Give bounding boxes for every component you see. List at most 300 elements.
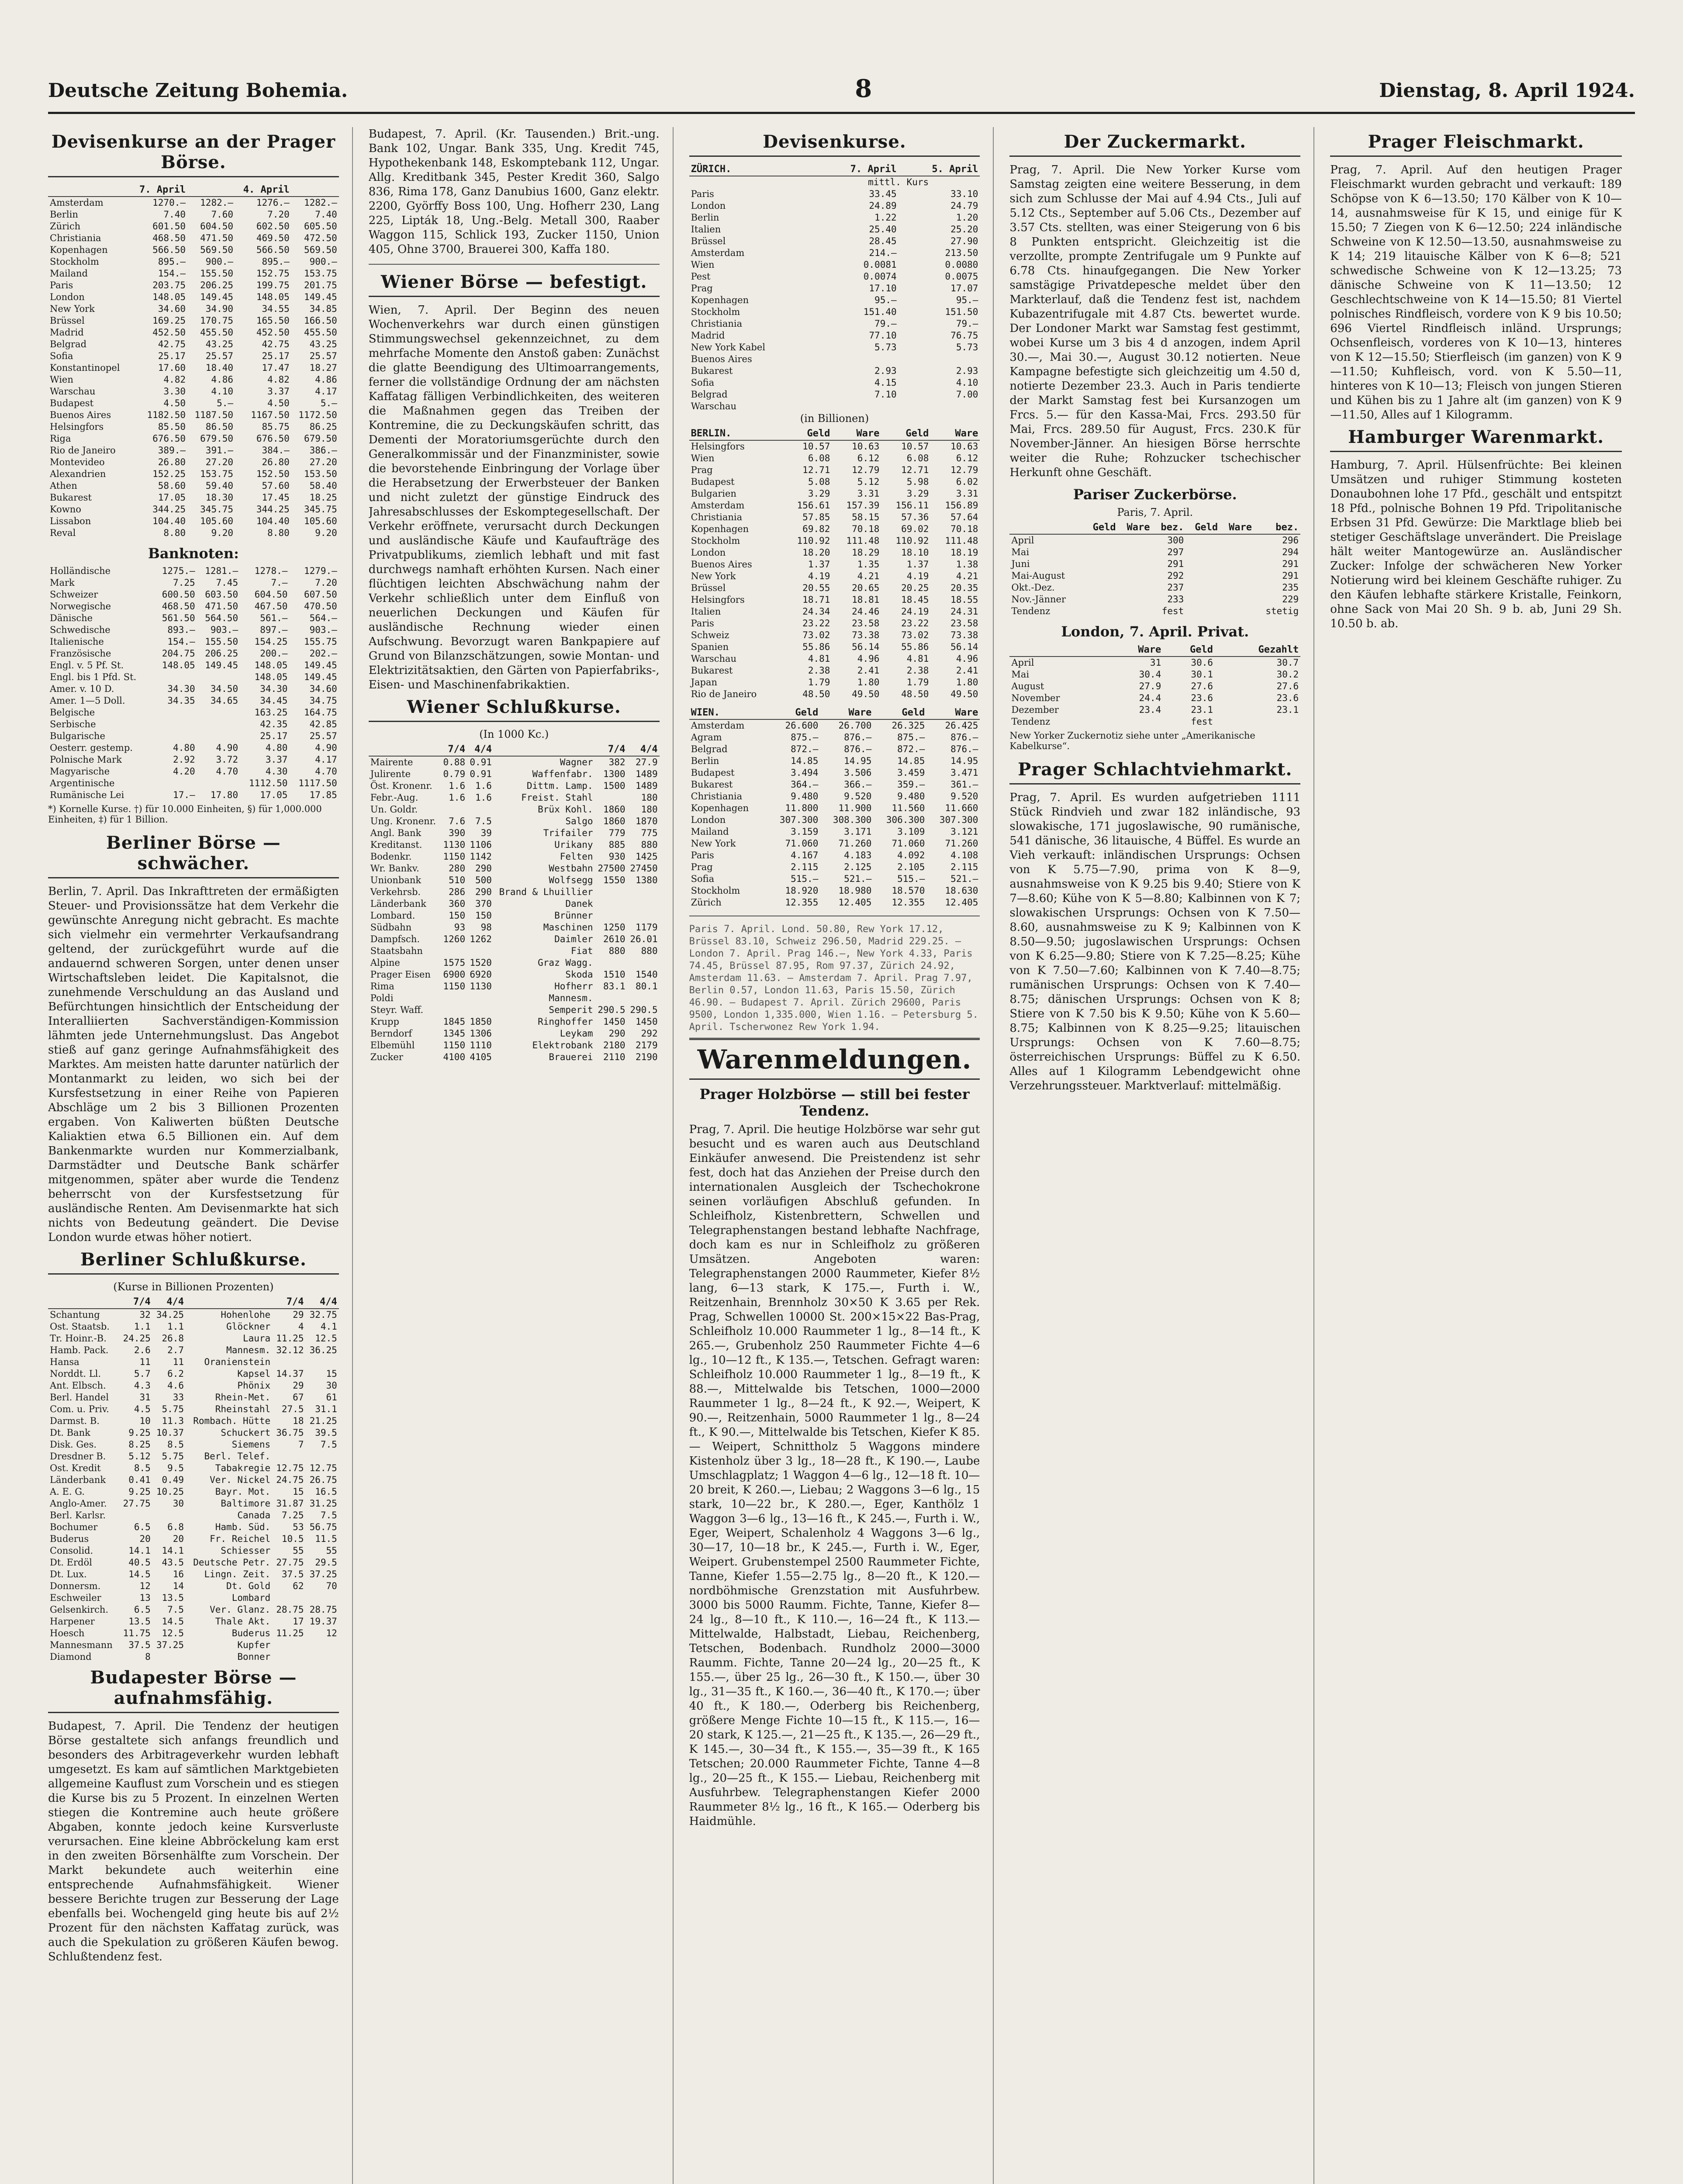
- table-cell: [272, 1651, 305, 1663]
- table-cell: Tendenz: [1011, 606, 1051, 616]
- table-cell: 1279.—: [304, 566, 337, 576]
- table-row: [48, 754, 339, 766]
- table-cell: 880: [608, 946, 626, 956]
- table-cell: 12.405: [945, 897, 978, 908]
- table-cell: Helsingfors: [50, 422, 104, 432]
- column-header: [1009, 521, 1083, 534]
- table-cell: Agram: [691, 732, 722, 743]
- table-cell: Dittm. Lamp.: [526, 781, 593, 791]
- column-header: 4/4: [467, 743, 494, 756]
- table-cell: Mailand: [691, 826, 729, 837]
- table-cell: 4.1: [320, 1321, 337, 1332]
- table-cell: 14.95: [844, 756, 872, 766]
- table-row: [369, 957, 660, 969]
- table-cell: 21.25: [309, 1416, 337, 1426]
- wien-schluss-subtitle: (In 1000 Kc.): [479, 728, 549, 740]
- table-cell: 42.85: [309, 719, 337, 729]
- table-cell: 515.—: [897, 874, 925, 884]
- table-cell: 14.1: [128, 1545, 151, 1556]
- table-cell: 4.81: [906, 653, 929, 664]
- table-cell: 11.25: [276, 1333, 304, 1344]
- column-header: Ware: [930, 427, 980, 440]
- table-cell: 49.50: [950, 689, 978, 699]
- table-row: [369, 922, 660, 933]
- table-cell: 79.—: [874, 318, 897, 329]
- table-cell: 85.75: [262, 422, 290, 432]
- table-cell: [152, 1651, 186, 1663]
- table-row: [369, 804, 660, 816]
- table-row: [369, 1040, 660, 1051]
- table-row: [369, 827, 660, 839]
- table-cell: Berl. Handel: [50, 1392, 109, 1403]
- table-cell: 6.02: [956, 477, 978, 487]
- table-cell: 28.45: [869, 236, 897, 246]
- table-cell: 69.02: [901, 524, 929, 534]
- table-row: [48, 707, 339, 719]
- table-row: [48, 789, 339, 801]
- fleischmarkt-text: Prag, 7. April. Auf den heutigen Prager Fleischmarkt wurden gebracht und verkauft: 189 Schöpse von K 6—13.50; 170 Kälber von K 10—14, ausnahmsweise für K 15, und einige für K 15.50; 7 Ziegen von K 6—12.50; 224 inländische Schweine von K 12.50—13.50, ausnahmsweise zu K 14; 219 litauische Kälber von K 6—8; 521 schwedische Schweine von K 12—13.25; 73 dänische Schweine von K 11—13.50; 12 Geschlechtschweine von K 14—15.50; 81 Viertel polnisches Rindfleisch, vordere von K 9 bis 10.50; 696 Viertel Rindfleisch inländ. Ursprungs; Ochsenfleisch, vorderes von K 10—13, hinteres von K 12—15.50; Stierfleisch (im ganzen) von K 9—11.50; Kuhfleisch, vord. von K 5.50—11, hinteres von K 10—13; Fleisch von jungen Stieren und Kühen bis zu 1 Jahre alt (im ganzen) von K 9—11.50, Alles auf 1 Kilogramm.: [1330, 163, 1622, 422]
- schlachtvieh-title: Prager Schlachtviehmarkt.: [1009, 759, 1300, 784]
- table-row: [689, 838, 980, 850]
- table-cell: 203.75: [152, 280, 186, 290]
- table-cell: 0.88: [443, 757, 466, 767]
- table-cell: Budapest: [691, 477, 735, 487]
- table-cell: 24.25: [123, 1333, 151, 1344]
- table-cell: Warschau: [691, 653, 737, 664]
- table-cell: 5.73: [956, 342, 978, 352]
- table-cell: [1084, 605, 1118, 617]
- table-cell: Schweiz: [691, 630, 729, 640]
- table-cell: 307.300: [939, 815, 978, 825]
- table-cell: Kowno: [50, 504, 81, 515]
- table-cell: 80.1: [636, 981, 658, 992]
- table-cell: 34.50: [210, 684, 238, 694]
- table-cell: 148.05: [254, 660, 288, 670]
- table-cell: Lissabon: [50, 516, 91, 526]
- table-row: [48, 504, 339, 515]
- column-header: Ware: [1111, 643, 1163, 657]
- table-cell: 85.50: [158, 422, 186, 432]
- table-cell: 292: [1167, 570, 1184, 581]
- table-cell: 204.75: [162, 648, 195, 659]
- table-cell: 104.40: [152, 516, 186, 526]
- table-cell: [1118, 558, 1152, 570]
- table-cell: 214.—: [869, 248, 897, 258]
- table-row: [689, 306, 980, 318]
- table-cell: Berl. Karlsr.: [50, 1510, 106, 1521]
- table-cell: Brüssel: [50, 315, 85, 326]
- column-header: Geld: [1185, 521, 1220, 534]
- table-cell: 1182.50: [147, 410, 186, 420]
- table-row: [48, 1380, 339, 1392]
- table-cell: 20.35: [950, 583, 978, 593]
- table-cell: Semperit: [549, 1005, 593, 1015]
- table-cell: Laura: [242, 1333, 271, 1344]
- table-cell: 3.494: [791, 767, 819, 778]
- table-cell: Engl. bis 1 Pfd. St.: [50, 672, 137, 682]
- table-row: [689, 247, 980, 259]
- table-cell: 34.90: [205, 304, 234, 314]
- table-cell: 30: [326, 1380, 337, 1391]
- table-cell: 58.15: [852, 512, 880, 522]
- table-row: [689, 653, 980, 665]
- table-cell: 1300: [603, 769, 626, 779]
- table-cell: 876.—: [844, 744, 872, 754]
- table-cell: 20: [139, 1534, 151, 1544]
- table-cell: 10.25: [156, 1486, 184, 1497]
- table-cell: 4.81: [808, 653, 830, 664]
- table-cell: 14.5: [162, 1616, 184, 1627]
- table-cell: [1185, 594, 1220, 605]
- table-row: [48, 636, 339, 648]
- table-cell: 70.18: [852, 524, 880, 534]
- table-cell: 18.81: [852, 594, 880, 605]
- table-cell: 17.10: [869, 283, 897, 294]
- table-cell: 31.87: [276, 1498, 304, 1509]
- table-cell: 233: [1167, 594, 1184, 605]
- table-cell: 156.11: [895, 500, 929, 511]
- table-row: [48, 1569, 339, 1580]
- table-cell: 4.10: [211, 386, 234, 397]
- table-cell: 7.5: [320, 1439, 337, 1450]
- table-row: [689, 224, 980, 235]
- table-cell: Italien: [691, 224, 721, 235]
- table-cell: 3.459: [897, 767, 925, 778]
- column-5: [1330, 127, 1635, 2184]
- table-row: [369, 851, 660, 863]
- table-cell: 1117.50: [298, 778, 337, 788]
- table-row: [689, 212, 980, 224]
- column-header: 7/4: [272, 1296, 305, 1309]
- table-cell: 55: [326, 1545, 337, 1556]
- table-cell: 235: [1282, 582, 1299, 593]
- table-cell: Norddt. Ll.: [50, 1368, 101, 1379]
- table-cell: 2190: [636, 1052, 658, 1062]
- table-cell: 149.45: [205, 660, 238, 670]
- paris-zucker-title: Pariser Zuckerbörse.: [1073, 486, 1237, 503]
- table-cell: 1270.—: [152, 197, 186, 208]
- table-cell: 9.5: [167, 1463, 184, 1473]
- table-cell: 30.7: [1276, 657, 1299, 668]
- table-cell: 10.37: [156, 1427, 184, 1438]
- table-cell: 26.700: [838, 720, 872, 731]
- table-cell: 5.7: [134, 1368, 151, 1379]
- table-cell: 33: [173, 1392, 184, 1403]
- table-cell: 20.55: [802, 583, 830, 593]
- table-row: [369, 981, 660, 992]
- table-row: [48, 480, 339, 492]
- table-cell: 452.50: [256, 327, 290, 338]
- table-cell: 154.—: [167, 636, 195, 647]
- table-row: [48, 492, 339, 504]
- table-row: [689, 861, 980, 873]
- table-cell: 14.1: [162, 1545, 184, 1556]
- table-row: [1009, 704, 1300, 716]
- table-cell: 900.—: [205, 256, 234, 267]
- table-cell: Hofherr: [554, 981, 593, 992]
- table-row: [689, 606, 980, 618]
- table-cell: Bulgarien: [691, 488, 736, 499]
- column-header: [494, 743, 595, 756]
- table-cell: 2179: [636, 1040, 658, 1051]
- table-cell: 895.—: [158, 256, 186, 267]
- table-row: [369, 1016, 660, 1028]
- column-header: 5. April: [899, 163, 980, 176]
- table-cell: 32: [139, 1310, 151, 1320]
- table-cell: 676.50: [256, 433, 290, 444]
- table-cell: [467, 1004, 494, 1016]
- table-cell: 292: [641, 1028, 658, 1039]
- table-cell: [627, 886, 660, 898]
- table-cell: 0.0074: [863, 271, 897, 282]
- table-cell: [627, 957, 660, 969]
- table-cell: 34.35: [167, 695, 195, 706]
- column-header: 7. April: [817, 163, 899, 176]
- table-row: [1009, 692, 1300, 704]
- table-cell: Mannesmann: [50, 1640, 113, 1650]
- table-cell: 148.05: [256, 292, 290, 302]
- table-cell: Freist. Stahl: [521, 792, 593, 803]
- table-cell: 1306: [470, 1028, 492, 1039]
- table-cell: Schweizer: [50, 589, 98, 600]
- table-row: [48, 589, 339, 601]
- table-cell: 469.50: [256, 233, 290, 243]
- table-cell: Wien: [691, 453, 715, 463]
- table-cell: Prag: [691, 465, 713, 475]
- table-cell: [152, 1510, 186, 1521]
- table-row: [48, 1344, 339, 1356]
- table-cell: [305, 1592, 339, 1604]
- table-cell: 12.75: [276, 1463, 304, 1473]
- table-cell: 43.5: [162, 1557, 184, 1568]
- table-cell: Febr.-Aug.: [370, 792, 418, 803]
- table-cell: 155.75: [304, 636, 337, 647]
- london-zucker-footnote: New Yorker Zuckernotiz siehe unter „Amerikanische Kabelkurse“.: [1009, 730, 1255, 751]
- column-header: bez.: [1151, 521, 1185, 534]
- table-cell: 7.5: [320, 1510, 337, 1521]
- table-cell: 470.50: [304, 601, 337, 612]
- table-row: [48, 1628, 339, 1639]
- table-cell: 1450: [603, 1016, 626, 1027]
- table-cell: [272, 1592, 305, 1604]
- table-cell: 1130: [470, 981, 492, 992]
- table-cell: 3.109: [897, 826, 925, 837]
- table-cell: Thale Akt.: [215, 1616, 271, 1627]
- table-cell: [595, 910, 627, 922]
- table-row: [48, 1462, 339, 1474]
- table-cell: 1.1: [167, 1321, 184, 1332]
- table-cell: 515.—: [791, 874, 819, 884]
- table-cell: 1.6: [449, 792, 466, 803]
- column-header: 4/4: [152, 1296, 186, 1309]
- table-cell: Wien: [50, 374, 73, 385]
- table-cell: New York Kabel: [691, 342, 765, 352]
- table-cell: 3.37: [267, 386, 290, 397]
- table-cell: 2.115: [950, 862, 978, 872]
- table-cell: Mailand: [50, 268, 88, 279]
- table-cell: 875.—: [897, 732, 925, 743]
- table-cell: A. E. G.: [50, 1486, 85, 1497]
- table-cell: Brünner: [554, 910, 593, 921]
- table-row: [689, 294, 980, 306]
- table-cell: 607.50: [304, 589, 337, 600]
- table-cell: Elektrobank: [532, 1040, 593, 1051]
- table-cell: 25.20: [950, 224, 978, 235]
- table-cell: Daimler: [554, 934, 593, 944]
- table-row: [48, 256, 339, 268]
- table-cell: 564.—: [309, 613, 337, 623]
- table-cell: Belgrad: [691, 389, 728, 400]
- table-cell: 36.25: [309, 1345, 337, 1355]
- table-cell: 2.41: [956, 665, 978, 676]
- table-cell: Prager Eisen: [370, 969, 431, 980]
- table-cell: 27500: [598, 863, 626, 874]
- table-row: [689, 342, 980, 353]
- table-cell: Hamb. Pack.: [50, 1345, 109, 1355]
- table-cell: 779: [608, 828, 626, 838]
- table-cell: Bukarest: [50, 492, 92, 503]
- table-cell: Norwegische: [50, 601, 111, 612]
- table-row: [48, 468, 339, 480]
- table-cell: 33.45: [869, 189, 897, 199]
- table-row: [1009, 669, 1300, 681]
- table-cell: 0.49: [162, 1475, 184, 1485]
- table-row: [48, 1368, 339, 1380]
- table-cell: 23.22: [802, 618, 830, 629]
- wien-boerse-text: Wien, 7. April. Der Beginn des neuen Wochenverkehrs war durch einen günstigen Stimmungswechsel gekennzeichnet, zu dem mehrfache Momente den Anstoß gaben: Zunächst die glatte Beendigung des Ultimoarrangements, ferner die vollständige Ordnung der am nächsten Kaffatag fälligen Verbindlichkeiten, des weiteren die Maßnahmen gegen das Treiben der Kontremine, die zu Deckungskäufen schritt, das Dementi der Moratoriumsgerüchte durch den Generalkommissär und der Finanzminister, sowie die bevorstehende Einbringung der Vorlage über die Herabsetzung der Erwerbsteuer der Banken und nicht zuletzt der günstige Eindruck des Jahresabschlusses der Eskomptegesellschaft. Der Verkehr eröffnete, verursacht durch Deckungen und ausländische Käufe und Kaufaufträge des Privatpublikums, ziemlich lebhaft und mit fast durchwegs namhaft erhöhten Kursen. Nach einer flüchtigen leichten Abschwächung nahm der Verkehr schließlich unter dem Einfluß von neuerlichen Deckungen und Käufen für ausländische Rechnung wieder einen Aufschwung. Bevorzugt waren Bankpapiere auf Grund von Bilanzschätzungen, sowie Montan- und Elektrizitätsaktien, den Gärten von Papierfabriks-, Eisen- und Maschinenfabrikaktien.: [368, 304, 660, 691]
- table-cell: 4: [298, 1321, 304, 1332]
- table-cell: 73.02: [802, 630, 830, 640]
- table-cell: 467.50: [254, 601, 288, 612]
- table-row: [48, 695, 339, 707]
- table-cell: Französische: [50, 648, 111, 659]
- table-cell: Mai-August: [1011, 570, 1065, 581]
- table-cell: 1150: [443, 1040, 466, 1051]
- table-cell: 28.75: [276, 1604, 304, 1615]
- column-header: Geld: [873, 706, 926, 719]
- table-cell: 4.19: [906, 571, 929, 581]
- table-cell: fest: [1161, 606, 1184, 616]
- table-cell: [1185, 558, 1220, 570]
- table-cell: 56.75: [309, 1522, 337, 1532]
- table-cell: 73.38: [852, 630, 880, 640]
- table-cell: Berlin: [50, 209, 78, 220]
- table-cell: 71.260: [838, 838, 872, 849]
- table-cell: 4.17: [315, 754, 337, 765]
- table-cell: [154, 778, 197, 789]
- table-cell: 290: [475, 887, 492, 897]
- table-cell: 1.37: [906, 559, 929, 570]
- table-cell: 4.96: [956, 653, 978, 664]
- table-cell: Lombard.: [370, 910, 415, 921]
- table-cell: 893.—: [167, 625, 195, 635]
- table-cell: 12.71: [901, 465, 929, 475]
- table-cell: 7.25: [281, 1510, 304, 1521]
- table-cell: 569.50: [304, 245, 337, 255]
- table-row: [48, 778, 339, 789]
- table-cell: 32.12: [276, 1345, 304, 1355]
- table-cell: 15: [293, 1486, 304, 1497]
- table-row: [48, 1451, 339, 1462]
- table-cell: 58.60: [158, 480, 186, 491]
- table-cell: 11.25: [276, 1628, 304, 1638]
- table-row: [369, 910, 660, 922]
- wien-devisen-table: [689, 706, 980, 909]
- table-cell: 27450: [630, 863, 658, 874]
- table-cell: [899, 353, 980, 365]
- table-row: [48, 445, 339, 456]
- table-cell: 2.7: [167, 1345, 184, 1355]
- table-cell: [440, 804, 467, 816]
- table-cell: 53: [293, 1522, 304, 1532]
- table-cell: Magyarische: [50, 766, 110, 777]
- table-cell: 23.22: [901, 618, 929, 629]
- table-row: [689, 559, 980, 570]
- table-cell: Schuckert: [221, 1427, 271, 1438]
- table-row: [48, 315, 339, 327]
- table-cell: [1118, 594, 1152, 605]
- table-cell: [1185, 570, 1220, 582]
- table-cell: November: [1011, 693, 1060, 703]
- table-cell: 30: [173, 1498, 184, 1509]
- table-cell: 1172.50: [298, 410, 337, 420]
- table-row: [48, 1427, 339, 1439]
- table-cell: 14.95: [950, 756, 978, 766]
- table-row: [48, 730, 339, 742]
- table-row: [48, 397, 339, 409]
- holzboerse-title: Prager Holzbörse — still bei fester Tendenz.: [699, 1086, 970, 1119]
- table-cell: 27.5: [281, 1404, 304, 1414]
- table-cell: 364.—: [791, 779, 819, 790]
- table-cell: 25.17: [262, 351, 290, 361]
- table-cell: 34.65: [210, 695, 238, 706]
- table-cell: Staatsbahn: [370, 946, 423, 956]
- column-header: [48, 1296, 119, 1309]
- column-header: Geld: [782, 427, 832, 440]
- table-cell: 4.10: [956, 377, 978, 388]
- table-cell: 4105: [470, 1052, 492, 1062]
- table-cell: 25.57: [309, 731, 337, 741]
- table-cell: Athen: [50, 480, 77, 491]
- table-cell: 13.5: [128, 1616, 151, 1627]
- table-cell: Berlin: [691, 756, 719, 766]
- table-cell: Länderbank: [50, 1475, 106, 1485]
- table-cell: 36.75: [276, 1427, 304, 1438]
- table-cell: [899, 401, 980, 412]
- table-cell: 37.25: [156, 1640, 184, 1650]
- table-cell: 1.6: [475, 781, 492, 791]
- table-cell: London: [50, 292, 85, 302]
- table-cell: 1520: [470, 957, 492, 968]
- table-cell: 603.50: [205, 589, 238, 600]
- table-cell: 62: [293, 1581, 304, 1591]
- table-cell: 20: [173, 1534, 184, 1544]
- table-row: [48, 671, 339, 683]
- schlachtvieh-text: Prag, 7. April. Es wurden aufgetrieben 1111 Stück Rindvieh und zwar 182 inländische, 93 slowakische, 171 jugoslawische, 90 rumänische, 541 dänische, 36 litauische, 4 Büffel. Es wurde an Vieh verkauft: inländischen Ursprungs: Ochsen von K 5.75—7.90, prima von K 8—9, ausnahmsweise von K 9.25 bis 9.40; Stiere von K 7—8.60; Kühe von K 5—8.80; Kalbinnen von K 7; slowakischen Ursprungs: Ochsen von K 7.50—8.60, ausnahmsweise zu K 9; Kalbinnen von K 8.50—9.50; jugoslawischen Ursprungs: Ochsen von K 6.25—9.80; Stiere von K 7.25—8.25; Kühe von K 7.50—7.60; Kalbinnen von K 7.40—8.75; rumänischen Ursprungs: Ochsen von K 7.40—8.75; dänischen Ursprungs: Ochsen von K 8; Stiere von K 7.50 bis K 9.50; Kühe von K 5.60—8.75; Kalbinnen von K 8.25—9.25; litauischen Ursprungs: Ochsen von K 7.60—8.75; österreichischen Ursprungs: Büffel zu K 6.50. Alles auf 1 Kilogramm Lebendgewicht ohne Verzehrungssteuer. Marktverlauf: mittelmäßig.: [1009, 791, 1301, 1092]
- table-cell: 4.20: [173, 766, 195, 777]
- table-cell: 55: [293, 1545, 304, 1556]
- table-cell: 13: [139, 1593, 151, 1603]
- table-cell: 24.46: [852, 606, 880, 617]
- table-cell: 34.75: [309, 695, 337, 706]
- table-cell: 199.75: [256, 280, 290, 290]
- table-cell: 29: [293, 1310, 304, 1320]
- table-cell: 6.5: [134, 1522, 151, 1532]
- table-cell: 6.12: [956, 453, 978, 463]
- table-cell: 23.1: [1191, 705, 1213, 715]
- table-cell: 34.60: [309, 684, 337, 694]
- table-cell: 291: [1282, 559, 1299, 569]
